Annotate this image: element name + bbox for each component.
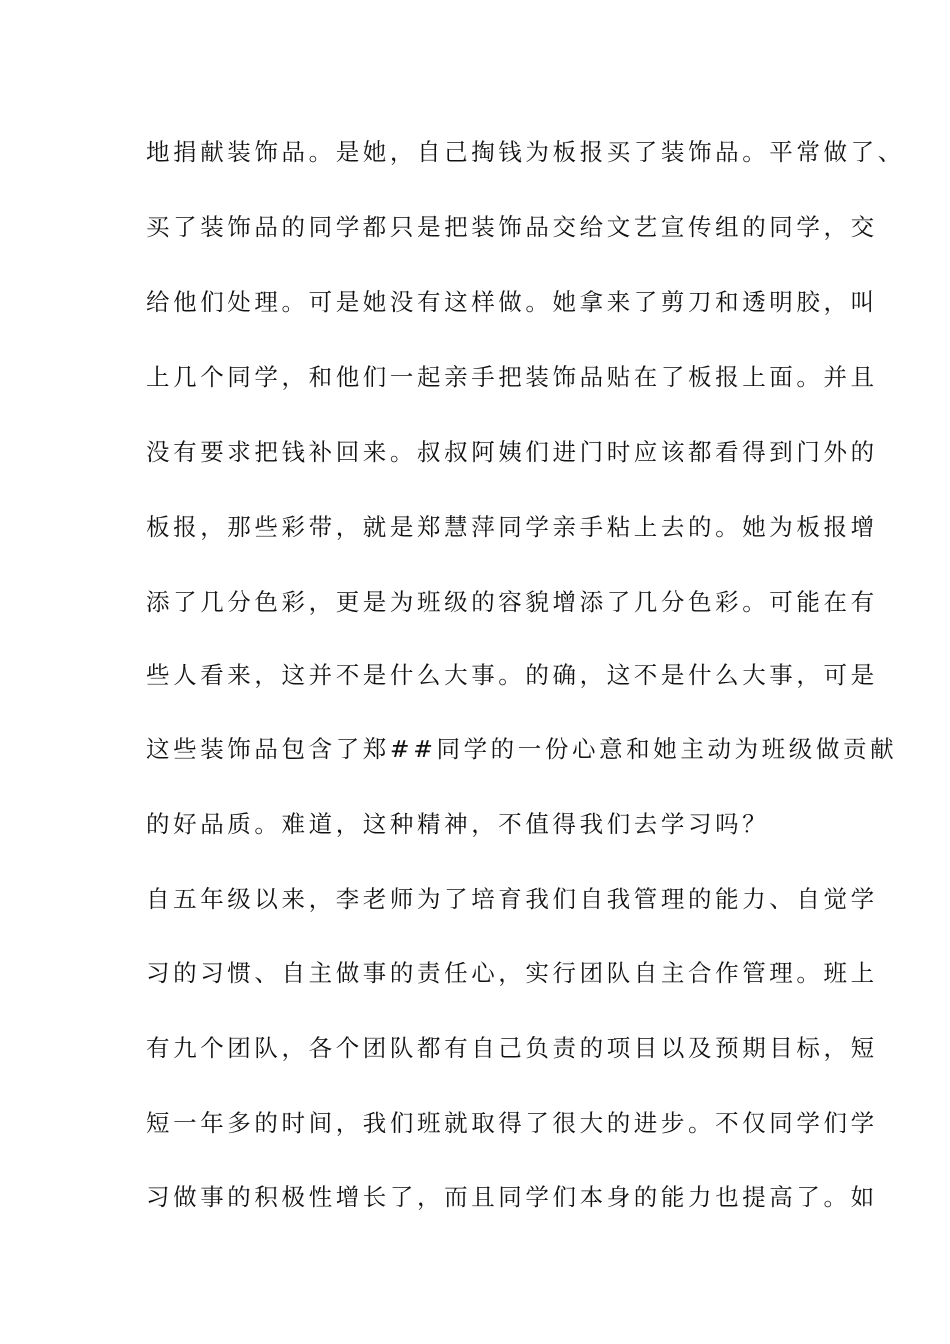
paragraph-line: 添了几分色彩，更是为班级的容貌增添了几分色彩。可能在有 bbox=[146, 588, 878, 616]
paragraph-line: 自五年级以来，李老师为了培育我们自我管理的能力、自觉学 bbox=[146, 885, 878, 913]
paragraph-line: 给他们处理。可是她没有这样做。她拿来了剪刀和透明胶，叫 bbox=[146, 288, 878, 316]
paragraph-line: 上几个同学，和他们一起亲手把装饰品贴在了板报上面。并且 bbox=[146, 363, 878, 391]
paragraph-line: 没有要求把钱补回来。叔叔阿姨们进门时应该都看得到门外的 bbox=[146, 438, 878, 466]
paragraph-line: 这些装饰品包含了郑##同学的一份心意和她主动为班级做贡献 bbox=[146, 735, 898, 763]
paragraph-line: 短一年多的时间，我们班就取得了很大的进步。不仅同学们学 bbox=[146, 1109, 878, 1137]
paragraph-line: 有九个团队，各个团队都有自己负责的项目以及预期目标，短 bbox=[146, 1034, 878, 1062]
paragraph-line: 习做事的积极性增长了，而且同学们本身的能力也提高了。如 bbox=[146, 1183, 878, 1211]
paragraph-line: 板报，那些彩带，就是郑慧萍同学亲手粘上去的。她为板报增 bbox=[146, 513, 878, 541]
paragraph-line: 买了装饰品的同学都只是把装饰品交给文艺宣传组的同学，交 bbox=[146, 213, 878, 241]
paragraph-line: 习的习惯、自主做事的责任心，实行团队自主合作管理。班上 bbox=[146, 959, 878, 987]
paragraph-line: 地捐献装饰品。是她，自己掏钱为板报买了装饰品。平常做了、 bbox=[146, 138, 905, 166]
paragraph-line: 的好品质。难道，这种精神，不值得我们去学习吗？ bbox=[146, 810, 770, 838]
paragraph-line: 些人看来，这并不是什么大事。的确，这不是什么大事，可是 bbox=[146, 661, 878, 689]
